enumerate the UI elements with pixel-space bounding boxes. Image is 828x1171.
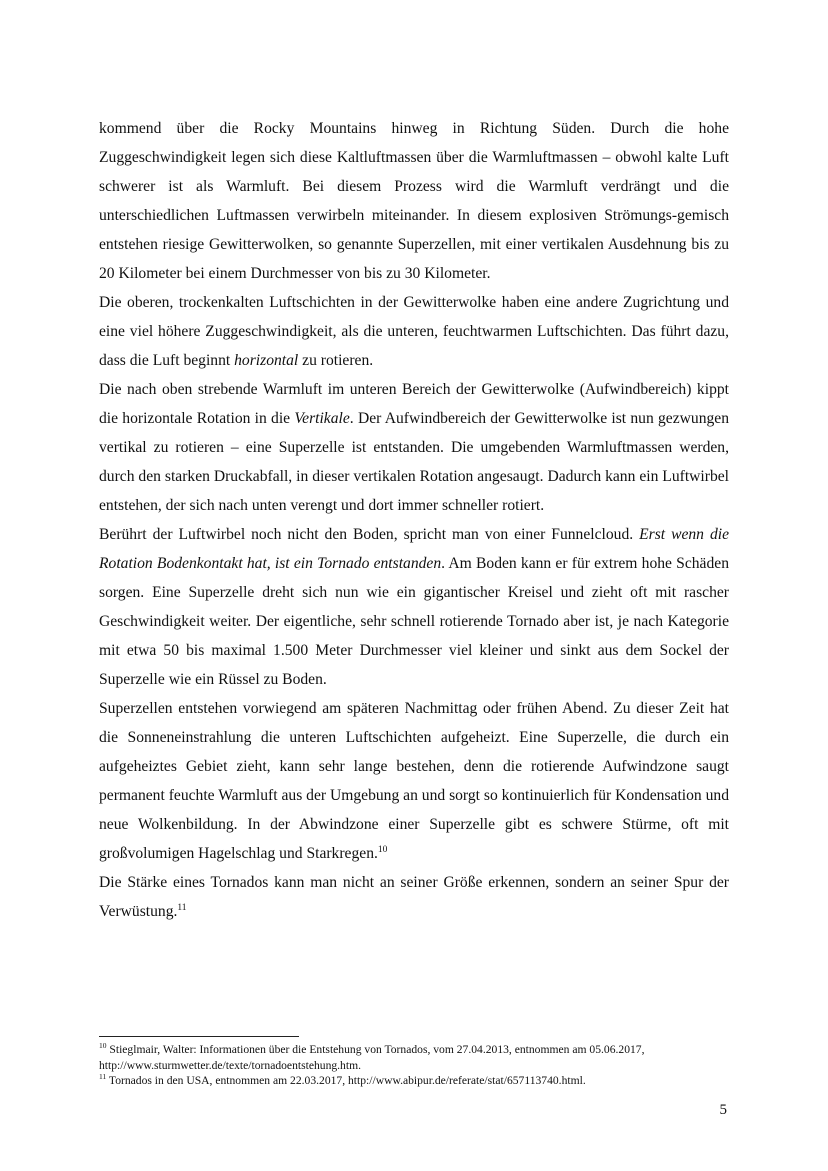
footnotes: [99, 1042, 729, 1089]
text-span: Die oberen, trockenkalten Luftschichten in der Gewitterwolke haben eine andere Zugrichtung und eine viel höhere Zuggeschwindigkeit, als die unteren, feuchtwarmen Luftschichten. Das führt dazu, dass die Luft beginnt: [99, 294, 729, 369]
text-span: kommend über die Rocky Mountains hinweg in Richtung Süden. Durch die hohe Zuggeschwindigkeit legen sich diese Kaltluftmassen über die Warmluftmassen – obwohl kalte Luft schwerer ist als Warmluft. Bei diesem Prozess wird die Warmluft verdrängt und die unterschiedlichen Luftmassen verwirbeln miteinander. In diesem explosiven Strömungs-gemisch entstehen riesige Gewitterwolken, so genannte Superzellen, mit einer vertikalen Ausdehnung bis zu 20 Kilometer bei einem Durchmesser von bis zu 30 Kilometer.: [99, 120, 729, 282]
footnote-number: 11: [99, 1072, 107, 1082]
paragraph-2: [99, 288, 729, 375]
body-text: [99, 114, 729, 926]
paragraph-6: [99, 868, 729, 926]
footnote-text: Stieglmair, Walter: Informationen über die Entstehung von Tornados, vom 27.04.2013, entnommen am 05.06.2017, http://www.sturmwetter.de/texte/tornadoentstehung.htm.: [99, 1043, 645, 1072]
text-span: Berührt der Luftwirbel noch nicht den Boden, spricht man von einer Funnelcloud.: [99, 526, 640, 543]
paragraph-3: [99, 375, 729, 520]
paragraph-5: [99, 694, 729, 868]
italic-text: horizontal: [234, 352, 299, 369]
footnote-11: [99, 1073, 729, 1089]
footnote-number: 10: [99, 1041, 107, 1051]
text-span: Superzellen entstehen vorwiegend am späteren Nachmittag oder frühen Abend. Zu dieser Zeit hat die Sonneneinstrahlung die unteren Luftschichten aufgeheizt. Eine Superzelle, die durch ein aufgeheiztes Gebiet zieht, kann sehr lange bestehen, denn die rotierende Aufwindzone saugt permanent feuchte Warmluft aus der Umgebung an und sorgt so kontinuierlich für Kondensation und neue Wolkenbildung. In der Abwindzone einer Superzelle gibt es schwere Stürme, oft mit großvolumigen Hagelschlag und Starkregen.: [99, 700, 730, 862]
page-number: 5: [719, 1102, 727, 1118]
footnote-10: [99, 1042, 729, 1073]
paragraph-1: [99, 114, 729, 288]
text-span: Die nach oben strebende Warmluft im unteren Bereich der Gewitterwolke (Aufwindbereich) kippt die horizontale Rotation in die: [99, 381, 729, 427]
footnote-reference[interactable]: 11: [177, 902, 187, 913]
footnote-reference[interactable]: 10: [377, 844, 388, 855]
footnote-text: Tornados in den USA, entnommen am 22.03.2017, http://www.abipur.de/referate/stat/657113740.html.: [106, 1074, 586, 1087]
text-span: . Am Boden kann er für extrem hohe Schäden sorgen. Eine Superzelle dreht sich nun wie ein gigantischer Kreisel und zieht oft mit rascher Geschwindigkeit weiter. Der eigentliche, sehr schnell rotierende Tornado aber ist, je nach Kategorie mit etwa 50 bis maximal 1.500 Meter Durchmesser viel kleiner und sinkt aus dem Sockel der Superzelle wie ein Rüssel zu Boden.: [99, 555, 729, 688]
text-span: . Der Aufwindbereich der Gewitterwolke ist nun gezwungen vertikal zu rotieren – eine Superzelle ist entstanden. Die umgebenden Warmluftmassen werden, durch den starken Druckabfall, in dieser vertikalen Rotation angesaugt. Dadurch kann ein Luftwirbel entstehen, der sich nach unten verengt und dort immer schneller rotiert.: [99, 410, 730, 514]
italic-text: Vertikale: [294, 410, 350, 427]
footnote-separator: [99, 1036, 299, 1037]
italic-text: Erst wenn die Rotation Bodenkontakt hat, ist ein Tornado entstanden: [99, 526, 729, 572]
text-span: zu rotieren.: [298, 352, 374, 369]
paragraph-4: [99, 520, 729, 694]
text-span: Die Stärke eines Tornados kann man nicht an seiner Größe erkennen, sondern an seiner Spur der Verwüstung.: [99, 874, 729, 920]
